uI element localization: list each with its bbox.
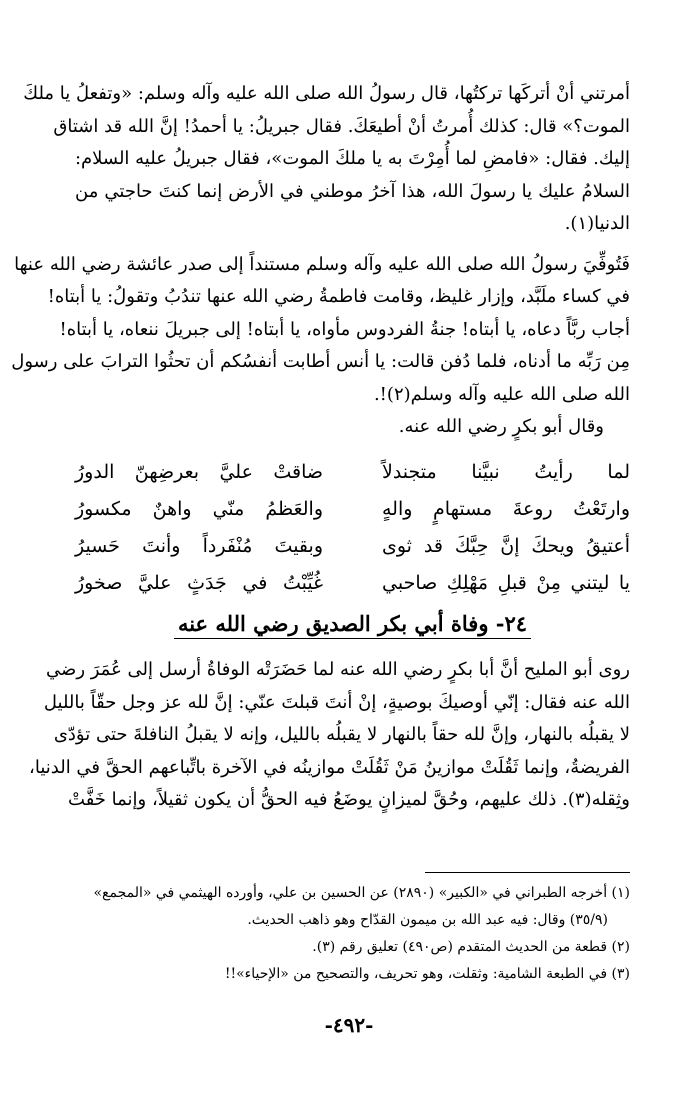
page-number: -٤٩٢- — [324, 1013, 374, 1037]
footnote-divider — [425, 872, 630, 873]
text-line: أمرتني أنْ أتركَها تركتُها، قال رسولُ الله صلى الله عليه وآله وسلم: «وتفعلُ يا ملكَ — [23, 83, 630, 104]
poem-verse — [75, 564, 630, 601]
footnote: (٣) في الطبعة الشامية: وثقلت، وهو تحريف، والتصحيح من «الإحياء»!! — [224, 966, 630, 982]
verse-first-hemistich: أعتيقُ ويحكَ إنَّ حِبَّكَ قد ثوى — [382, 534, 630, 557]
paragraph-3 — [29, 654, 630, 817]
paragraph-2 — [11, 249, 630, 412]
text-line: وثِقله(٣). ذلك عليهم، وحُقَّ لميزانٍ يوضَعُ فيه الحقُّ أن يكون ثقيلاً، وإنما خَفَّتْ — [68, 789, 630, 810]
verse-first-hemistich: لما رأيتُ نبيَّنا متجندلاً — [382, 460, 630, 483]
poem-verse — [75, 527, 630, 564]
text-line: الفريضةُ، وإنما ثَقُلَتْ موازينُ مَنْ ثَقُلَتْ موازينُه في الآخرة باتِّباعهم الحقَّ في الدنيا، — [29, 756, 630, 778]
verse-second-hemistich: ضاقتْ عليَّ بعرضِهنّ الدورُ — [75, 460, 323, 483]
footnotes — [75, 880, 630, 988]
text-line: في كساء ملَبَّد، وإزار غليظ، وقامت فاطمةُ رضي الله عنها تندُبُ وتقولُ: يا أبتاه! — [47, 286, 630, 307]
text-line: الموت؟» قال: كذلك أُمرتُ أنْ أطيعَكَ. فقال جبريلُ: يا أحمدُ! إنَّ الله قد اشتاق — [53, 115, 630, 137]
footnote: (٢) قطعة من الحديث المتقدم (ص٤٩٠) تعليق رقم (٣). — [312, 939, 630, 955]
text-line: مِن رَبِّه ما أدناه، فلما دُفن قالت: يا أنس أطابت أنفسُكم أن تحثُوا الترابَ على رسول — [11, 351, 630, 372]
text-line: أجاب ربَّاً دعاه، يا أبتاه! جنةُ الفردوس مأواه، يا أبتاه! إلى جبريلَ ننعاه، يا أبتاه! — [59, 318, 630, 340]
verse-first-hemistich: يا ليتني مِنْ قبلِ مَهْلِكِ صاحبي — [382, 571, 630, 594]
footnote-continuation: (٣٥/٩) وقال: فيه عبد الله بن ميمون القدّاح وهو ذاهب الحديث. — [247, 912, 608, 928]
verse-second-hemistich: غُيِّبْتُ في جَدَثٍ عليَّ صخورُ — [75, 571, 323, 594]
poem-verse — [75, 453, 630, 490]
text-line: روى أبو المليح أنَّ أبا بكرٍ رضي الله عنه لما حَضَرَتْه الوفاةُ أرسل إلى عُمَرَ رضي — [46, 659, 630, 680]
text-line: إليك. فقال: «فامضِ لما أُمِرْتَ به يا ملكَ الموت»، فقال جبريلُ عليه السلام: — [74, 148, 630, 169]
verse-second-hemistich: والعَظمُ منّي واهنٌ مكسورُ — [75, 497, 323, 520]
text-line: الله صلى الله عليه وآله وسلم(٢)!. — [373, 383, 630, 405]
text-line: السلامُ عليك يا رسولَ الله، هذا آخرُ موطني في الأرض إنما كنتَ حاجتي من — [75, 180, 630, 202]
paragraph-1 — [23, 78, 630, 241]
text-line: لا يقبلُه بالنهار، وإنَّ لله حقاً بالنهار لا يقبلُه بالليل، وإنه لا يقبلُ النافلةَ حتى تؤدّى — [53, 724, 630, 745]
footnote: (١) أخرجه الطبراني في «الكبير» (٢٨٩٠) عن الحسين بن علي، وأورده الهيثمي في «المجمع» — [93, 885, 630, 901]
section-heading-text: ٢٤- وفاة أبي بكر الصديق رضي الله عنه — [174, 611, 531, 639]
verse-first-hemistich: وارتَعْتُ روعةَ مستهامٍ والهٍ — [382, 497, 630, 520]
text-line: فَتُوفِّيَ رسولُ الله صلى الله عليه وآله وسلم مستنداً إلى صدر عائشة رضي الله عنها — [14, 253, 630, 275]
poem-verse — [75, 490, 630, 527]
poem-intro: وقال أبو بكرٍ رضي الله عنه. — [398, 416, 604, 437]
section-heading — [75, 611, 630, 640]
text-line: الله عنه فقال: إنّي أوصيكَ بوصيةٍ، إنْ أنتَ قبلتَ عنّي: إنَّ لله عز وجل حقّاً بالليل — [43, 691, 630, 713]
poem — [75, 453, 630, 601]
text-line: الدنيا(١). — [564, 213, 630, 234]
verse-second-hemistich: وبقيتَ مُنْفَرداً وأنتَ حَسيرُ — [75, 534, 323, 557]
